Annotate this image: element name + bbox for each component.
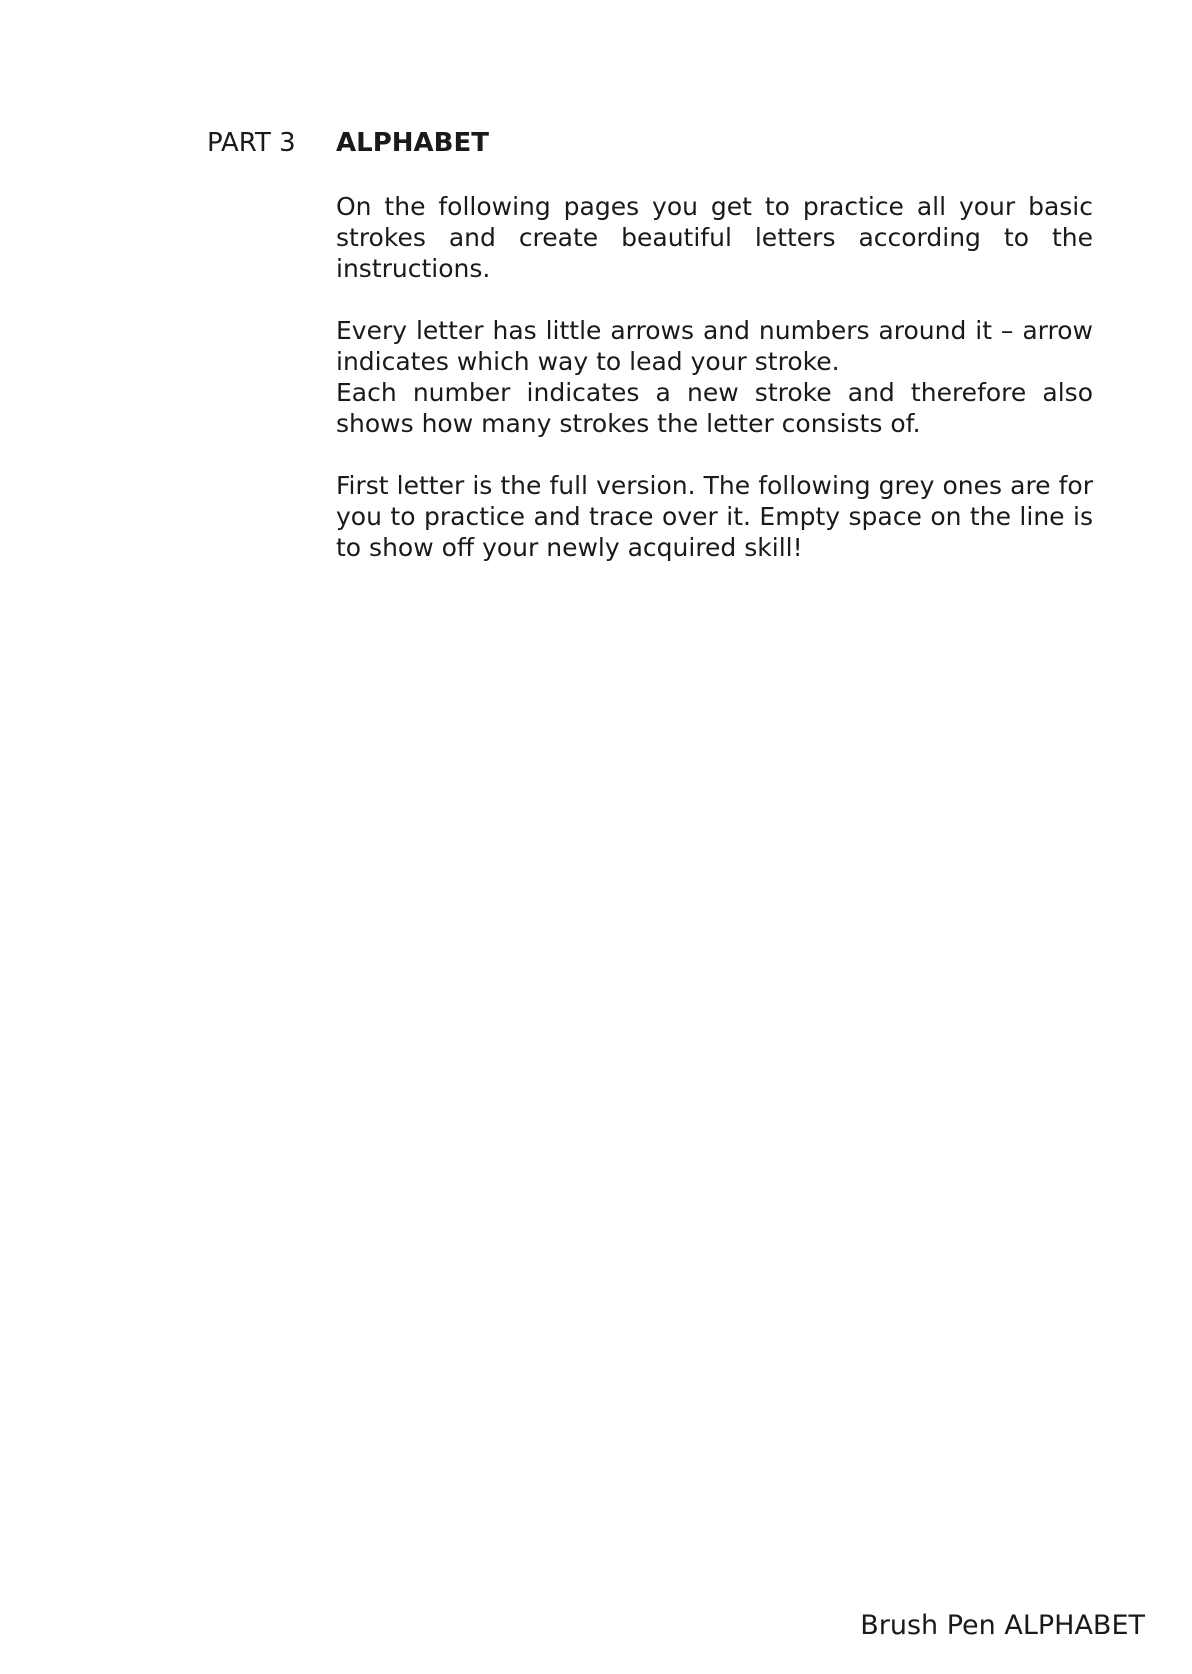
paragraph-arrows: Every letter has little arrows and numbers around it – arrow indicates which way to lead your stroke. Each number indicates a new stroke and therefore also shows how many strokes the letter consists of. — [336, 316, 1093, 438]
footer-title: Brush Pen ALPHABET — [860, 1610, 1145, 1641]
body-text — [336, 191, 1093, 594]
paragraph-intro: On the following pages you get to practice all your basic strokes and create beautiful letters according to the instructions. — [336, 192, 1093, 283]
paragraph-practice: First letter is the full version. The following grey ones are for you to practice and trace over it. Empty space on the line is to show off your newly acquired skill! — [336, 471, 1093, 562]
section-title: ALPHABET — [336, 128, 489, 158]
part-label: PART 3 — [207, 128, 296, 158]
